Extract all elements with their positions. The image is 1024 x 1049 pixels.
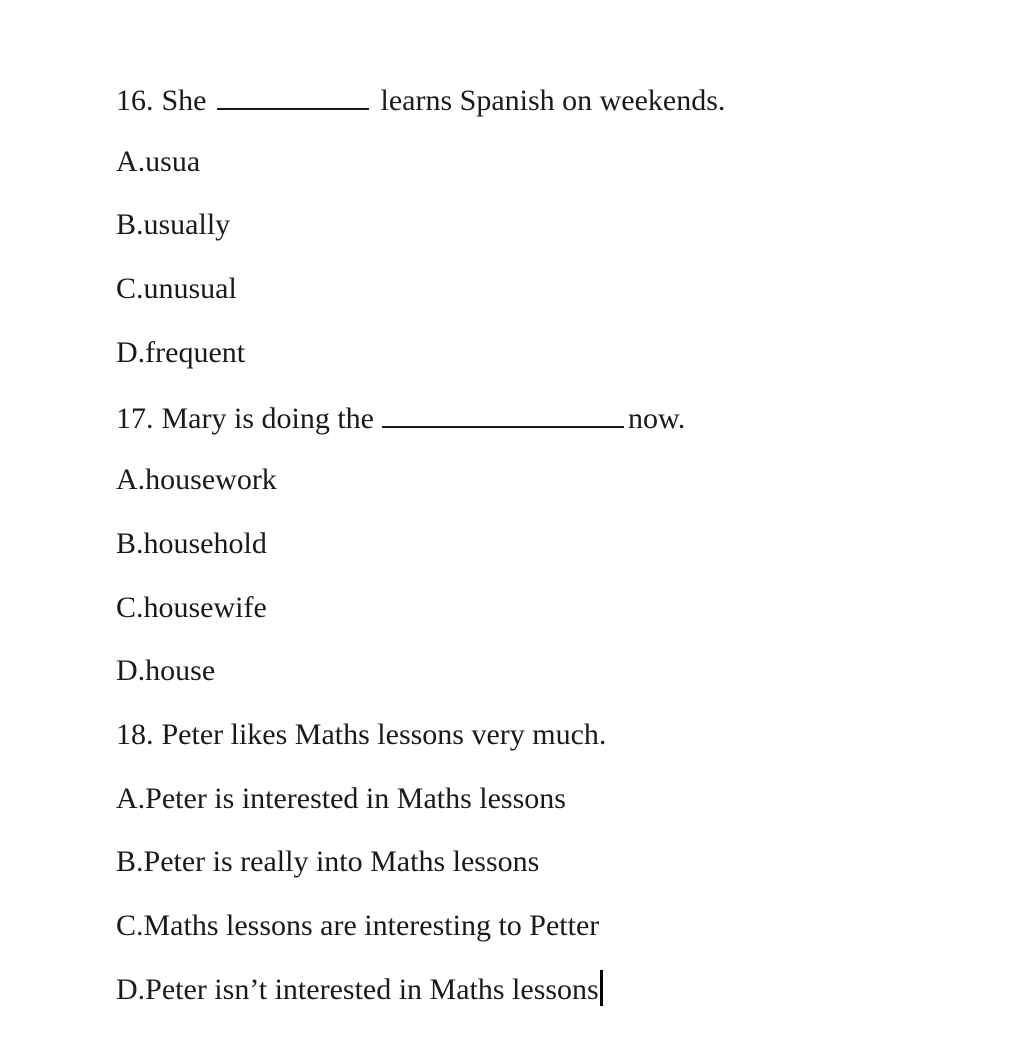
option-16-a: A.usua	[116, 144, 201, 178]
option-18-b: B.Peter is really into Maths lessons	[116, 845, 540, 879]
answer-blank	[217, 76, 369, 110]
question-stem-after: now.	[627, 402, 686, 436]
option-17-a: A.housework	[116, 463, 277, 497]
question-18	[116, 713, 976, 777]
option-18-d	[116, 968, 976, 1032]
document-page[interactable]	[116, 76, 976, 1031]
option-18-a: A.Peter is interested in Maths lessons	[116, 781, 566, 815]
answer-blank	[382, 394, 624, 428]
option-17-b: B.household	[116, 526, 267, 560]
question-number: 16.	[116, 84, 154, 117]
text-cursor	[600, 970, 603, 1006]
question-16	[116, 76, 976, 140]
option-16-c: C.unusual	[116, 272, 237, 306]
question-stem: Peter likes Maths lessons very much.	[161, 717, 607, 751]
question-stem-before: Mary is doing the	[161, 402, 374, 436]
option-16-b: B.usually	[116, 208, 231, 242]
question-stem-before: She	[161, 84, 207, 117]
option-text: D.Peter isn’t interested in Maths lessons	[116, 972, 599, 1006]
option-17-c: C.housewife	[116, 590, 267, 624]
option-18-c: C.Maths lessons are interesting to Petter	[116, 908, 600, 942]
question-17	[116, 394, 976, 458]
question-number: 17.	[116, 402, 154, 436]
option-16-d: D.frequent	[116, 335, 246, 369]
question-stem-after: learns Spanish on weekends.	[380, 84, 726, 117]
option-17-d: D.house	[116, 654, 216, 688]
question-number: 18.	[116, 717, 154, 751]
